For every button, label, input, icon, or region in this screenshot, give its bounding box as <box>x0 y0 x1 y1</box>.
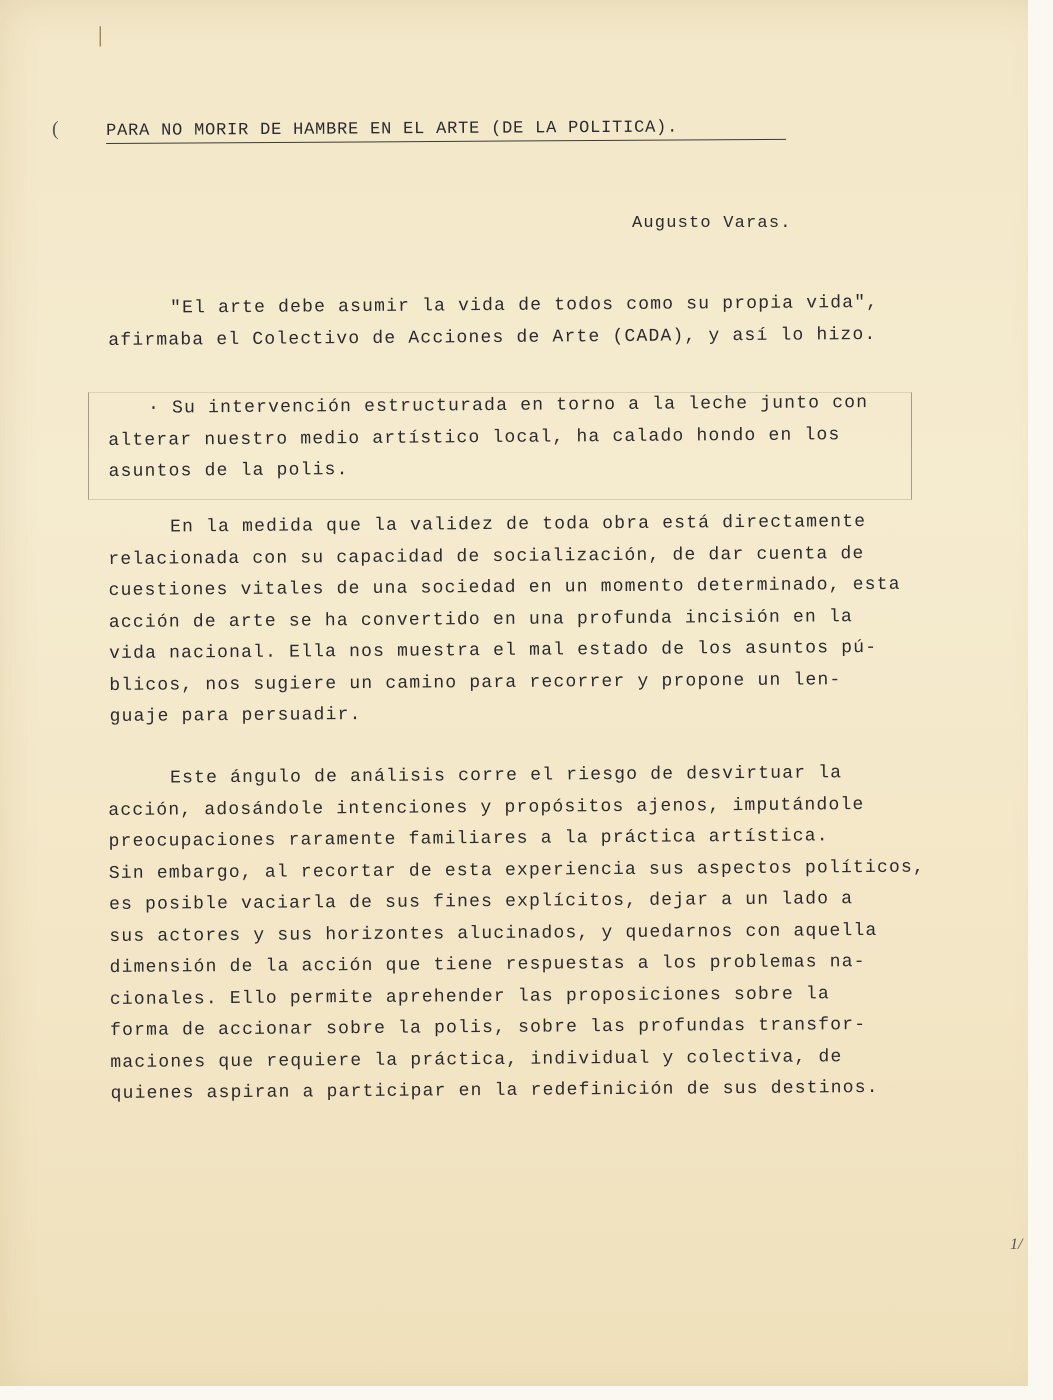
paragraph-line: preocupaciones raramente familiares a la práctica artística. <box>108 826 829 852</box>
paragraph-line: · Su intervención estructurada en torno a la leche junto con <box>148 393 869 419</box>
paragraph-1 <box>108 287 938 357</box>
page-bottom-edge <box>0 1386 1053 1400</box>
paragraph-line: vida nacional. Ella nos muestra el mal estado de los asuntos pú- <box>109 637 878 664</box>
paragraph-line: forma de accionar sobre la polis, sobre las profundas transfor- <box>110 1015 867 1041</box>
paragraph-line: cuestiones vitales de una sociedad en un momento determinado, esta <box>108 574 901 601</box>
document-author: Augusto Varas. <box>632 214 792 233</box>
paragraph-line: acción, adosándole intenciones y propósitos ajenos, imputándole <box>108 794 865 821</box>
paragraph-line: guaje para persuadir. <box>109 705 362 727</box>
margin-note: 1/ <box>1010 1236 1023 1253</box>
paragraph-line: asuntos de la polis. <box>108 460 349 482</box>
paragraph-line: maciones que requiere la práctica, individual y colectiva, de <box>110 1046 843 1073</box>
left-margin-mark: ( <box>52 118 59 140</box>
paragraph-line: quienes aspiran a participar en la redefinición de sus destinos. <box>110 1077 879 1104</box>
top-margin-mark: | <box>98 22 103 47</box>
paragraph-line: acción de arte se ha convertido en una profunda incisión en la <box>108 606 854 633</box>
paragraph-4 <box>108 757 941 1110</box>
paragraph-line: afirmaba el Colectivo de Acciones de Arte (CADA), y así lo hizo. <box>108 324 877 351</box>
paragraph-3 <box>108 506 940 733</box>
paragraph-line: relacionada con su capacidad de socialización, de dar cuenta de <box>108 543 865 570</box>
paragraph-line: cionales. Ello permite aprehender las proposiciones sobre la <box>109 983 831 1010</box>
paragraph-line: blicos, nos sugiere un camino para recorrer y propone un len- <box>109 669 842 696</box>
document-title: PARA NO MORIR DE HAMBRE EN EL ARTE (DE LA POLITICA). <box>106 118 786 144</box>
paragraph-line: Sin embargo, al recortar de esta experiencia sus aspectos políticos, <box>108 857 926 884</box>
paragraph-line: "El arte debe asumir la vida de todos como su propia vida", <box>170 292 879 319</box>
page-edge <box>1028 0 1053 1400</box>
paragraph-2 <box>108 387 939 488</box>
paragraph-line: En la medida que la validez de toda obra está directamente <box>170 512 867 538</box>
paragraph-line: Este ángulo de análisis corre el riesgo de desvirtuar la <box>170 763 843 789</box>
paragraph-line: dimensión de la acción que tiene respuestas a los problemas na- <box>109 952 866 978</box>
paragraph-line: sus actores y sus horizontes alucinados, y quedarnos con aquella <box>109 920 878 947</box>
paragraph-line: alterar nuestro medio artístico local, ha calado hondo en los <box>108 424 841 451</box>
paragraph-line: es posible vaciarla de sus fines explícitos, dejar a un lado a <box>109 889 854 915</box>
